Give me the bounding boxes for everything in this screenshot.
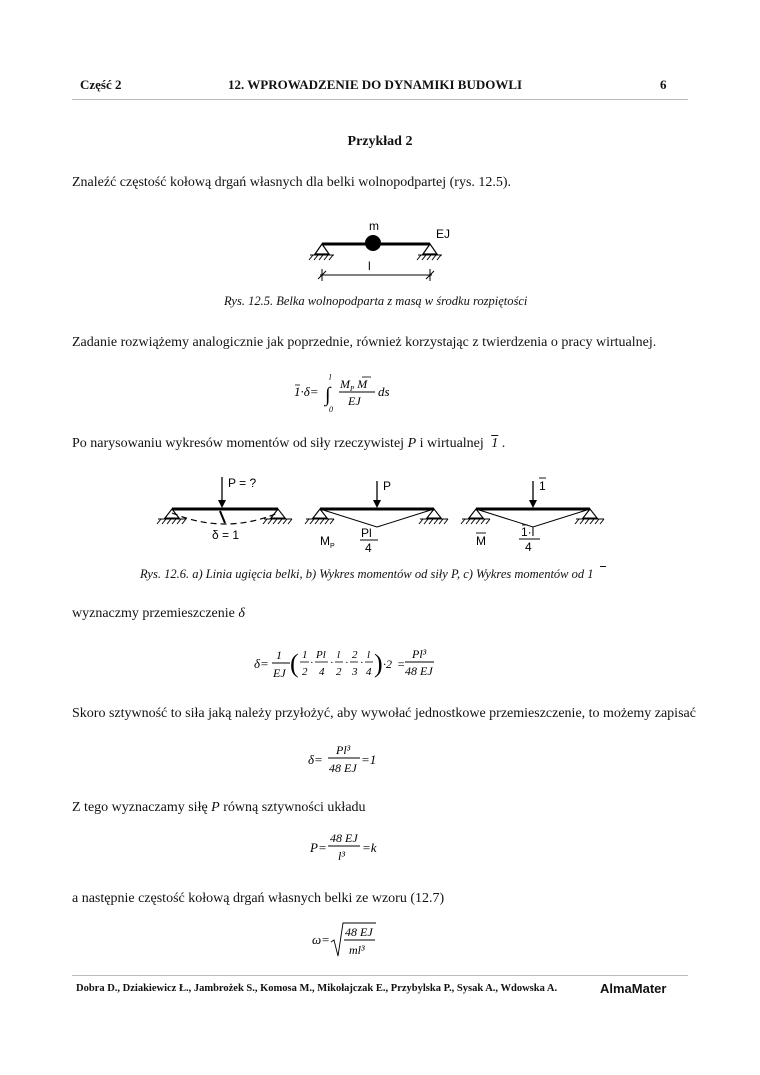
svg-text:Pl: Pl — [316, 649, 326, 661]
eq1-denominator: EJ — [348, 394, 361, 408]
eq2-lhs: δ= — [254, 656, 269, 671]
svg-text:l: l — [337, 649, 341, 661]
svg-text:2: 2 — [302, 666, 308, 678]
footer-rule — [72, 975, 688, 976]
equation-virtual-work — [292, 370, 402, 414]
paragraph-1: Znaleźć częstość kołową drgań własnych dla belki wolnopodpartej (rys. 12.5). — [72, 175, 512, 190]
eq2-equals: = — [397, 657, 406, 671]
eq3-lhs: δ= — [308, 752, 323, 767]
svg-text:·: · — [330, 657, 334, 669]
svg-text:·: · — [345, 657, 349, 669]
eq2-result-den: 48 EJ — [405, 664, 433, 678]
svg-text:2: 2 — [352, 649, 358, 661]
moment-virtual-label: M — [476, 534, 486, 548]
paragraph-2: Zadanie rozwiążemy analogicznie jak poprzednie, również korzystając z twierdzenia o pracy wirtualnej. — [72, 335, 657, 350]
paragraph-5: Skoro sztywność to siła jaką należy przyłożyć, aby wywołać jednostkowe przemieszczenie, to możemy zapisać — [72, 706, 696, 721]
svg-text:MP M: $M_P$ M — [340, 377, 368, 393]
figure-moment-diagrams — [150, 473, 610, 559]
eq5-num: 48 EJ — [345, 925, 373, 939]
eq2-frac1-den: EJ — [273, 666, 286, 680]
eq2-result-num: Pl³ — [412, 647, 427, 661]
svg-text:·: · — [310, 657, 314, 669]
svg-text:): ) — [374, 649, 383, 678]
equation-stiffness — [308, 830, 388, 866]
eq4-rhs: =k — [362, 840, 377, 855]
paragraph-7: a następnie częstość kołową drgań własnych belki ze wzoru (12.7) — [72, 891, 445, 906]
figure-2-caption: Rys. 12.6. a) Linia ugięcia belki, b) Wykres momentów od siły P, c) Wykres momentów od 1 — [140, 567, 594, 581]
figure-simply-supported-beam — [296, 218, 466, 286]
equation-natural-frequency — [310, 920, 390, 962]
svg-text:4: 4 — [319, 666, 325, 678]
eq1-lhs: 1·δ= — [294, 384, 319, 399]
moment-real-denominator: 4 — [365, 541, 372, 555]
svg-text:(: ( — [290, 649, 299, 678]
eq1-upper-limit: l — [329, 373, 332, 382]
equation-displacement — [252, 644, 442, 684]
svg-text:·: · — [360, 657, 364, 669]
mass-point — [365, 235, 381, 251]
svg-text:4: 4 — [366, 666, 372, 678]
caption-overbar — [600, 566, 606, 567]
paragraph-4: wyznaczmy przemieszczenie δ — [72, 606, 245, 621]
equation-unit-displacement — [306, 742, 386, 778]
svg-text:MP: $M_P$ — [320, 534, 335, 550]
svg-text:l: l — [367, 649, 371, 661]
figure-1-caption: Rys. 12.5. Belka wolnopodparta z masą w środku rozpiętości — [224, 294, 528, 308]
paragraph-6: Z tego wyznaczamy siłę P równą sztywności układu — [72, 800, 366, 815]
svg-text:∫: ∫ — [325, 384, 331, 406]
eq5-lhs: ω= — [312, 932, 330, 947]
header-chapter: 12. WPROWADZENIE DO DYNAMIKI BUDOWLI — [228, 77, 523, 92]
eq4-den: l³ — [338, 849, 345, 863]
footer-authors: Dobra D., Dziakiewicz Ł., Jambrożek S., Komosa M., Mikołajczak E., Przybylska P., Sysak A., Wdowska A. — [76, 983, 558, 994]
diagram-moment-real — [305, 479, 448, 555]
example-title: Przykład 2 — [347, 134, 413, 149]
eq2-terms — [300, 649, 373, 678]
svg-text:2: 2 — [336, 666, 342, 678]
eq5-den: ml³ — [349, 943, 365, 957]
eq4-lhs: P= — [310, 840, 327, 855]
force-virtual-label: 1 — [539, 479, 546, 493]
svg-text:1: 1 — [302, 649, 308, 661]
diagram-deflection — [157, 476, 292, 542]
deflection-label: δ = 1 — [212, 528, 240, 542]
eq1-ds: ds — [378, 384, 390, 399]
eq3-den: 48 EJ — [329, 761, 357, 775]
force-unknown-label: P = ? — [228, 476, 257, 490]
eq2-frac1-num: 1 — [276, 648, 282, 662]
force-real-label: P — [383, 479, 392, 493]
footer-brand: AlmaMater — [600, 981, 667, 996]
moment-real-numerator: Pl — [361, 526, 372, 540]
header-rule — [72, 99, 688, 100]
mass-label: m — [369, 219, 379, 233]
moment-virtual-denominator: 4 — [525, 540, 532, 554]
svg-text:3: 3 — [352, 666, 358, 678]
eq3-num: Pl³ — [336, 743, 351, 757]
eq3-rhs: =1 — [361, 752, 377, 767]
page-number: 6 — [660, 77, 667, 92]
diagram-moment-virtual — [461, 478, 604, 554]
paragraph-3: Po narysowaniu wykresów momentów od siły rzeczywistej P i wirtualnej 1 . — [72, 436, 506, 451]
span-label: l — [368, 259, 371, 273]
eq1-lower-limit: 0 — [329, 405, 333, 414]
moment-virtual-numerator: 1·l — [521, 525, 535, 539]
eq2-mult: ·2 — [383, 657, 392, 671]
stiffness-label: EJ — [436, 227, 451, 241]
eq4-num: 48 EJ — [330, 831, 358, 845]
header-part: Część 2 — [80, 77, 122, 92]
